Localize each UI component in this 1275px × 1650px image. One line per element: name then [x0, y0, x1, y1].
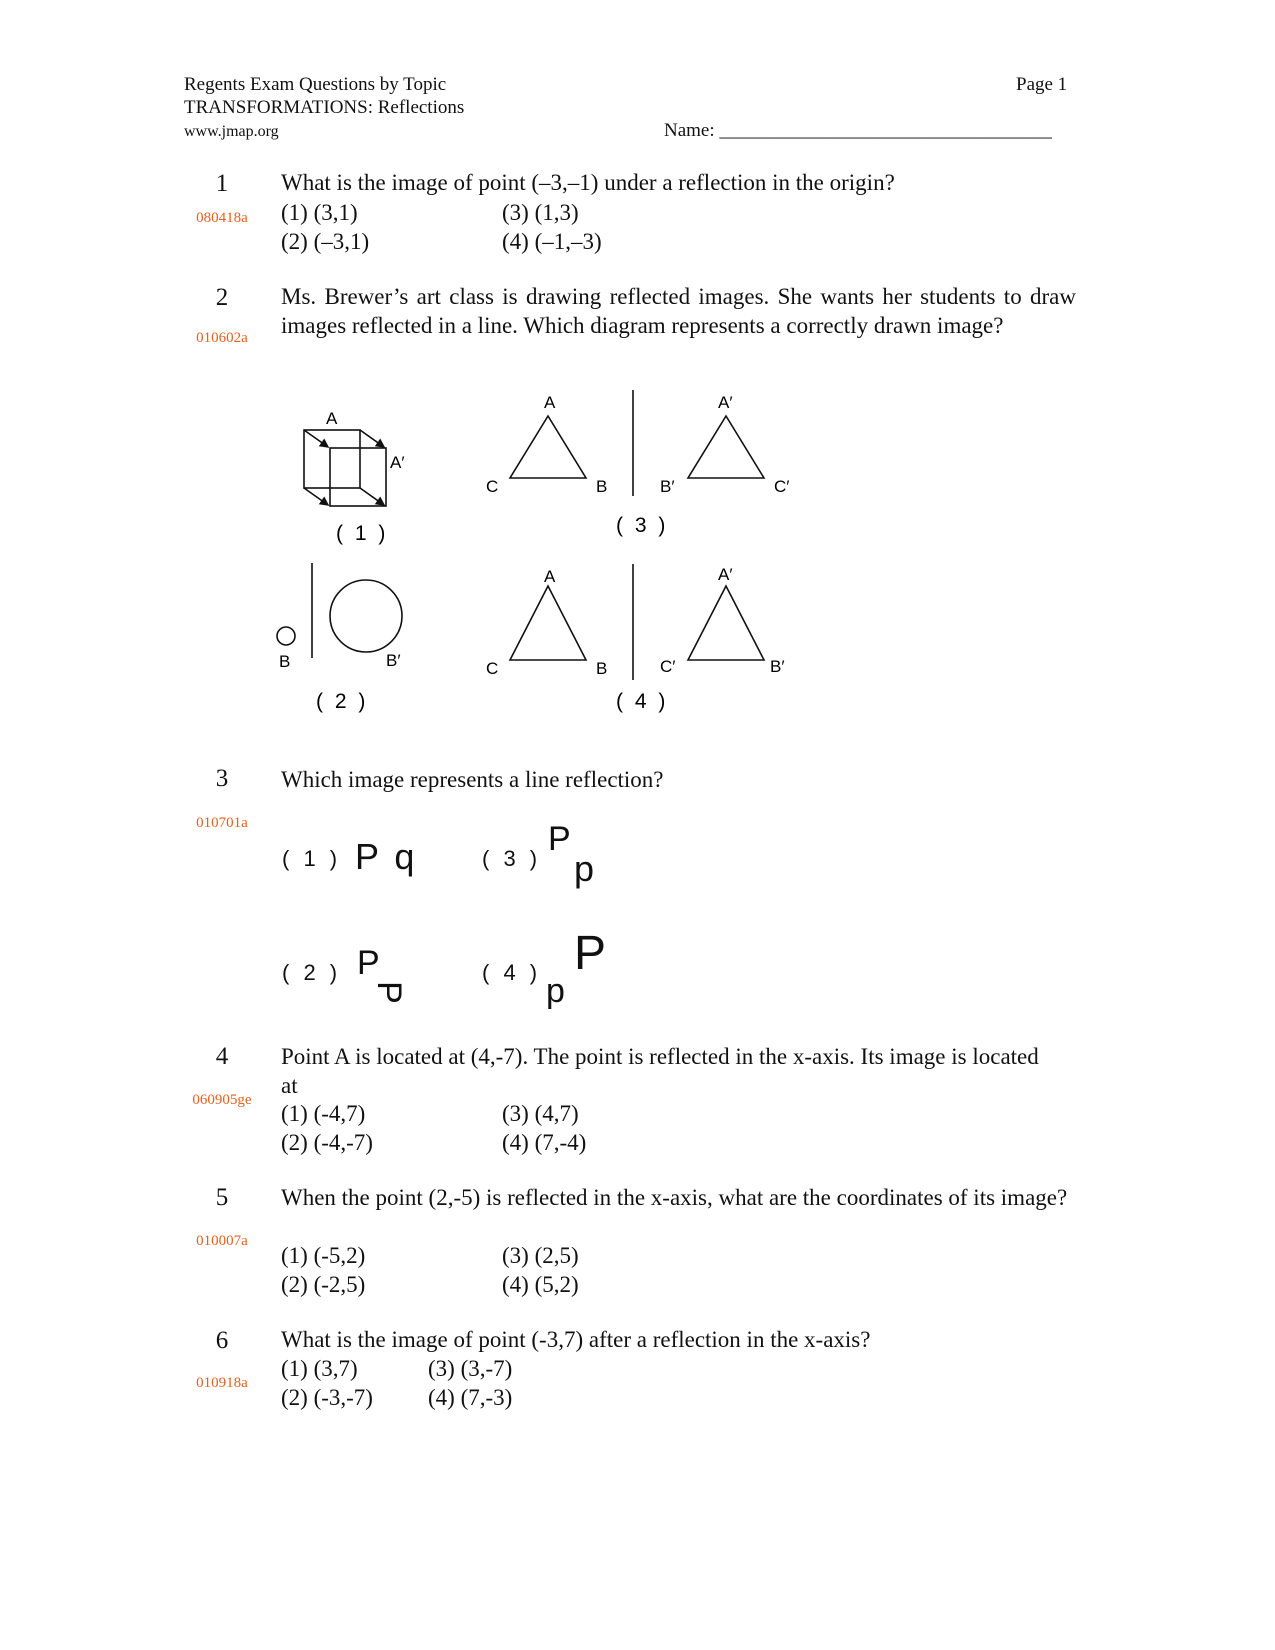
choice-2: (2) (-4,-7)	[281, 1130, 373, 1155]
question-text: What is the image of point (-3,7) after a reflection in the x-axis?	[281, 1327, 871, 1352]
label-b: B	[279, 652, 291, 671]
question-id: 080418a	[196, 210, 248, 226]
question-id: 010007a	[196, 1233, 248, 1249]
choice-1: (1) (-5,2)	[281, 1243, 366, 1268]
arrow	[360, 488, 384, 505]
label-c-prime: C′	[774, 477, 790, 496]
choice-1: (1) (3,7)	[281, 1356, 358, 1381]
option-label-2: ( 2 )	[316, 690, 369, 713]
arrow	[360, 430, 384, 447]
label-b-prime: B′	[770, 657, 785, 676]
triangle-abc	[510, 416, 586, 478]
choice-2: (2) (-2,5)	[281, 1272, 366, 1297]
label-a: A	[326, 409, 338, 428]
choice-2: (2) (-3,-7)	[281, 1385, 373, 1410]
doc-title: Regents Exam Questions by Topic	[184, 74, 447, 95]
option-label-2: ( 2 )	[282, 960, 342, 985]
question-text: Point A is located at (4,-7). The point is reflected in the x-axis. Its image is located at	[281, 1044, 1039, 1098]
page-number: Page 1	[1016, 74, 1068, 95]
question-text: What is the image of point (–3,–1) under a reflection in the origin?	[281, 170, 895, 195]
question-id: 060905ge	[192, 1092, 252, 1108]
label-b: B	[596, 477, 608, 496]
question-number: 3	[215, 765, 229, 792]
label-a: A	[544, 393, 556, 412]
label-a-prime: A′	[718, 565, 733, 584]
question-number: 5	[215, 1184, 229, 1211]
question-number: 6	[215, 1327, 229, 1354]
diagram-option-2	[277, 563, 402, 658]
question-text: Which image represents a line reflection?	[281, 767, 664, 792]
question-id: 010918a	[196, 1375, 248, 1391]
question-text: When the point (2,-5) is reflected in the x-axis, what are the coordinates of its image?	[281, 1185, 1068, 1210]
label-a: A	[544, 567, 556, 586]
diagram-option-1	[304, 430, 386, 506]
choice-3: (3) (3,-7)	[428, 1356, 513, 1381]
glyph-p-big: P	[574, 927, 607, 980]
triangle-a-prime	[688, 586, 764, 660]
choice-4: (4) (7,-4)	[502, 1130, 587, 1155]
question-text: Ms. Brewer’s art class is drawing reflected images. She wants her students to draw images reflected in a line. Which diagram represents a correctly drawn image?	[281, 284, 1076, 338]
label-c: C	[486, 477, 499, 496]
reflection-diagram	[270, 390, 850, 750]
doc-subtitle: TRANSFORMATIONS: Reflections	[184, 97, 465, 118]
option-label-3: ( 3 )	[616, 514, 669, 537]
circle-b-prime	[330, 580, 402, 652]
question-id: 010602a	[196, 330, 248, 346]
question-id: 010701a	[196, 815, 248, 831]
square-a-prime	[330, 448, 386, 506]
choice-3: (3) (1,3)	[502, 200, 579, 225]
option-label-1: ( 1 )	[282, 846, 342, 871]
name-field: Name: ___________________________________	[664, 120, 1052, 141]
question-number: 2	[215, 284, 229, 311]
label-b-prime: B′	[660, 477, 675, 496]
triangle-a-prime	[688, 416, 764, 478]
option-label-1: ( 1 )	[336, 522, 389, 545]
question-number: 4	[215, 1043, 229, 1070]
triangle-abc	[510, 586, 586, 660]
option-label-4: ( 4 )	[482, 960, 542, 985]
glyph-p: P	[357, 944, 380, 982]
label-a-prime: A′	[718, 393, 733, 412]
label-b: B	[596, 659, 608, 678]
choice-4: (4) (5,2)	[502, 1272, 579, 1297]
choice-1: (1) (3,1)	[281, 200, 358, 225]
choice-4: (4) (7,-3)	[428, 1385, 513, 1410]
circle-b	[277, 627, 295, 645]
glyph-p-rotated: P	[369, 981, 408, 1004]
arrow	[304, 488, 328, 505]
glyph-p-bottom: p	[574, 848, 595, 889]
choice-2: (2) (–3,1)	[281, 229, 370, 254]
choice-4: (4) (–1,–3)	[502, 229, 602, 254]
choice-1: (1) (-4,7)	[281, 1101, 366, 1126]
label-c-prime: C′	[660, 657, 676, 676]
source-url: www.jmap.org	[184, 123, 279, 140]
label-b-prime: B′	[386, 651, 401, 670]
option-label-4: ( 4 )	[616, 690, 669, 713]
arrow	[304, 430, 328, 447]
label-a-prime: A′	[390, 453, 405, 472]
label-c: C	[486, 659, 499, 678]
choice-3: (3) (4,7)	[502, 1101, 579, 1126]
choice-3: (3) (2,5)	[502, 1243, 579, 1268]
glyph-p-top: P	[548, 820, 571, 858]
glyph-p-small: p	[546, 972, 565, 1010]
square-a	[304, 430, 360, 488]
glyph-p-q: P q	[355, 836, 415, 877]
question-number: 1	[215, 170, 229, 197]
option-label-3: ( 3 )	[482, 846, 542, 871]
